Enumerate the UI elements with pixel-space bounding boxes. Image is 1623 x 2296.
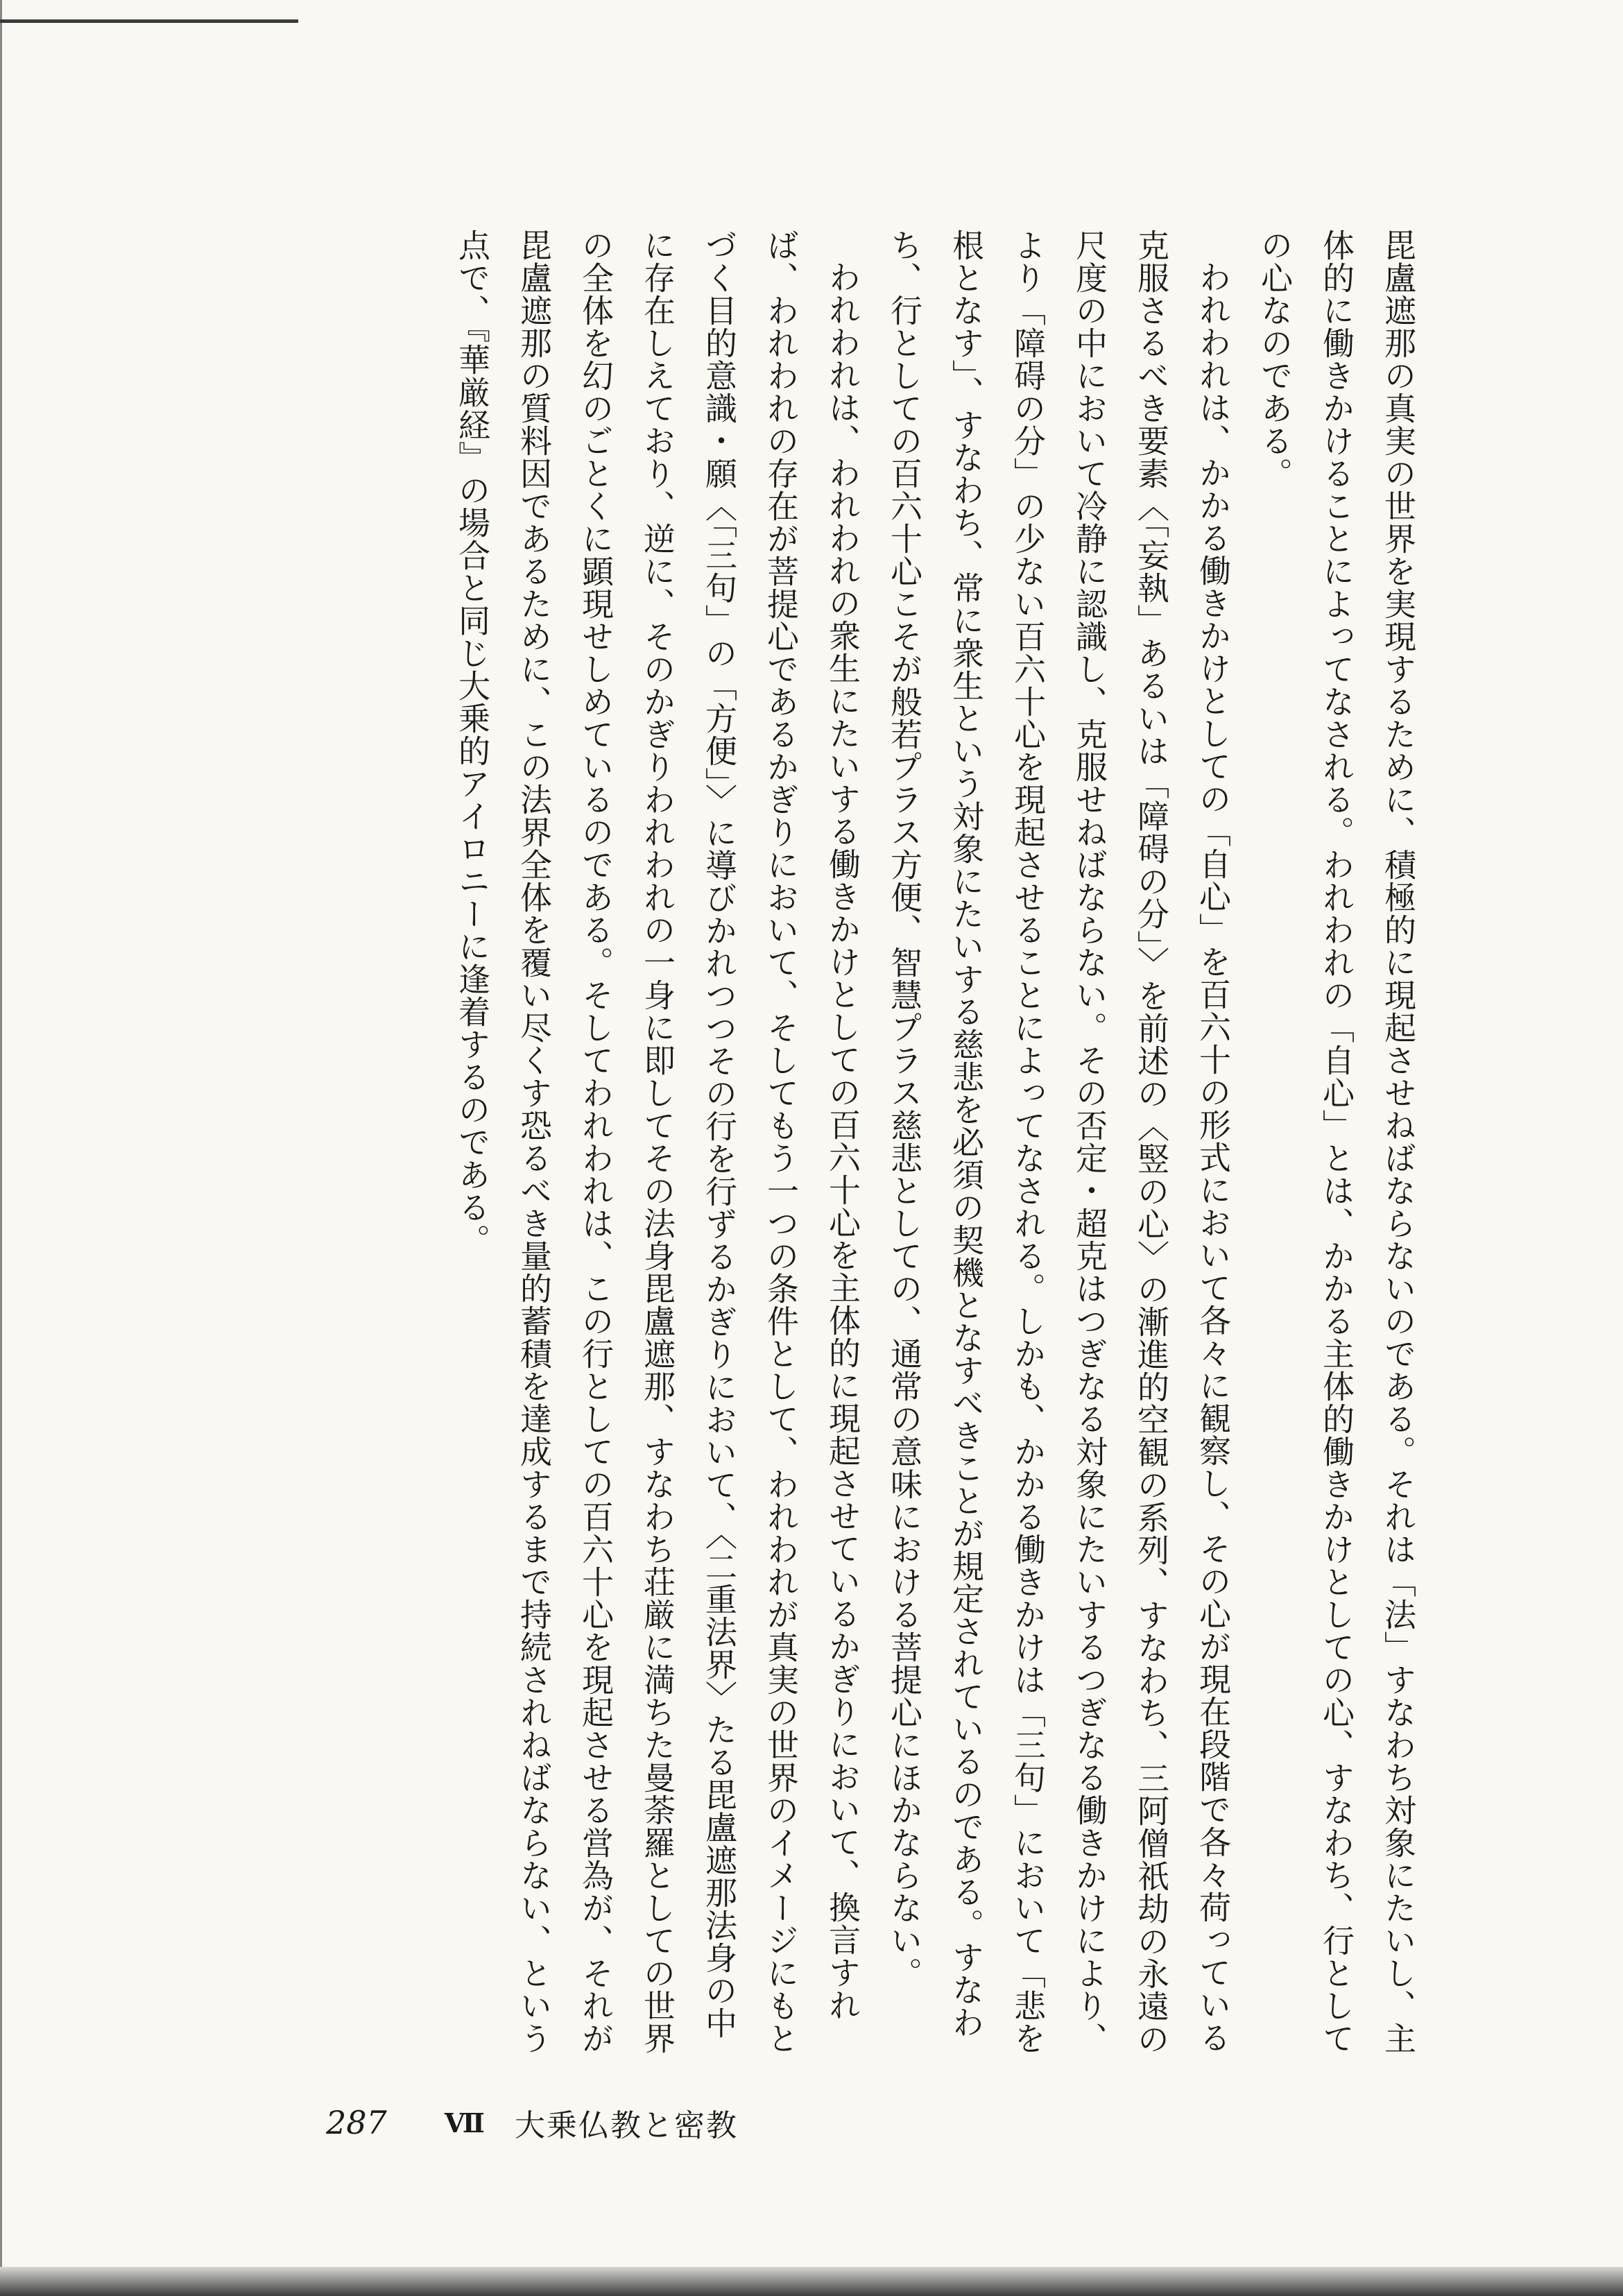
paragraph-2: われわれは、かかる働きかけとしての「自心」を百六十の形式において各々に観察し、その心が現在段階で各々荷っている克服さるべき要素〈「妄執」あるいは「障碍の分」〉を前述の〈竪の心〉の漸進的空観の系列、すなわち、三阿僧祇劫の永遠の尺度の中において冷静に認識し、克服せねばならない。その否定・超克はつぎなる対象にたいするつぎなる働きかけにより、より「障碍の分」の少ない百六十心を現起させることによってなされる。しかも、かかる働きかけは「三句」において「悲を根となす」、すなわち、常に衆生という対象にたいする慈悲を必須の契機となすべきことが規定されているのである。すなわち、行としての百六十心こそが般若プラス方便、智慧プラス慈悲としての、通常の意味における菩提心にほかならない。 — [886, 229, 1232, 2055]
paragraph-3: われわれは、われわれの衆生にたいする働きかけとしての百六十心を主体的に現起させているかぎりにおいて、換言すれば、われわれの存在が菩提心であるかぎりにおいて、そしてもう一つの条件として、われわれが真実の世界のイメージにもとづく目的意識・願〈「三句」の「方便」〉に導びかれつつその行を行ずるかぎりにおいて、〈二重法界〉たる毘盧遮那法身の中に存在しえており、逆に、そのかぎりわれわれの一身に即してその法身毘盧遮那、すなわち荘厳に満ちた曼荼羅としての世界の全体を幻のごとくに顕現せしめているのである。そしてわれわれは、この行としての百六十心を現起させる営為が、それが毘盧遮那の質料因であるために、この法界全体を覆い尽くす恐るべき量的蓄積を達成するまで持続されねばならない、という点で、『華厳経』の場合と同じ大乗的アイロニーに逢着するのである。 — [454, 229, 861, 2055]
body-text — [441, 229, 1429, 2060]
page-left-edge — [0, 0, 2, 2296]
top-rule-line — [0, 19, 298, 23]
page-number: 287 — [326, 2104, 387, 2141]
scan-bottom-edge — [0, 2267, 1623, 2296]
chapter-title: 大乗仏教と密教 — [514, 2108, 738, 2143]
paragraph-1: 毘盧遮那の真実の世界を実現するために、積極的に現起させねばならないのである。それは「法」すなわち対象にたいし、主体的に働きかけることによってなされる。われわれの「自心」とは、かかる主体的働きかけとしての心、すなわち、行としての心なのである。 — [1256, 229, 1417, 2055]
page-footer — [326, 2100, 738, 2142]
chapter-number: Ⅶ — [444, 2107, 485, 2139]
